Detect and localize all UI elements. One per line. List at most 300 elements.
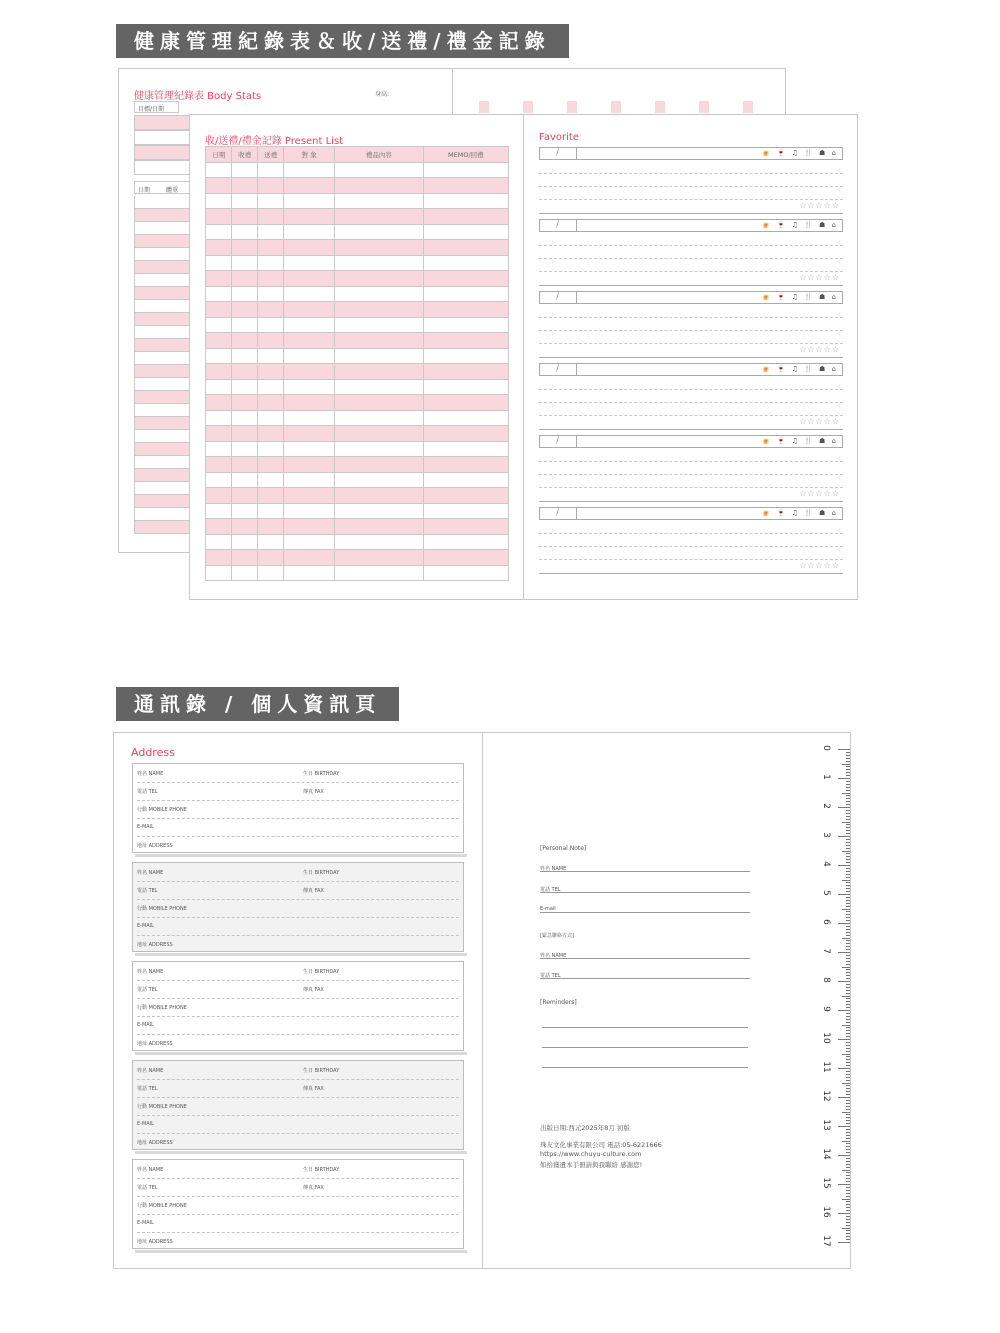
rating-stars-icon: ☆☆☆☆☆ [799,201,840,210]
ruler-tick [846,888,851,889]
present-cell [335,209,424,225]
ruler-tick [842,1054,851,1055]
emergency-name-line [540,950,750,959]
ruler-tick [842,996,851,997]
email-line [540,904,750,913]
present-cell [423,255,508,271]
address-row [137,1178,459,1197]
present-cell [335,240,424,256]
present-cell [257,457,283,473]
address-row [137,1115,459,1134]
present-row [206,364,509,380]
ruler-tick [846,906,851,907]
ruler-tick [846,885,851,886]
present-cell [257,410,283,426]
name-line [540,863,750,872]
emergency-title: [緊急聯絡方式] [540,933,574,939]
ruler-tick [846,1027,851,1028]
ruler-tick [846,1030,851,1031]
address-card [132,961,464,1051]
present-row [206,426,509,442]
address-row [137,998,459,1017]
present-cell [206,410,232,426]
tel-label: 電話 TEL [540,887,561,893]
present-cell [284,286,335,302]
favorite-entry-header [539,435,843,448]
present-cell [206,565,232,581]
ruler-tick [838,894,851,895]
favorite-line [539,415,843,416]
address-row [137,917,459,936]
ruler-tick [842,1112,851,1113]
ruler-tick [846,932,851,933]
ruler-tick [846,824,851,825]
ruler-tick [846,1161,851,1162]
date-divider [576,292,577,303]
present-cell [257,209,283,225]
address-field-label: 電話 TEL [137,789,158,795]
ruler-tick [846,1117,851,1118]
thanks-note: 如拾獲遺本手冊請與我聯絡 感謝您! [540,1161,643,1169]
rating-stars-icon: ☆☆☆☆☆ [799,417,840,426]
ruler-tick [846,1135,851,1136]
present-row [206,488,509,504]
present-cell [423,565,508,581]
present-cell [423,302,508,318]
ruler-tick [846,853,851,854]
present-cell [232,519,257,535]
present-cell [284,472,335,488]
present-cell [257,193,283,209]
present-row [206,457,509,473]
ruler-tick [842,909,851,910]
rating-stars-icon: ☆☆☆☆☆ [799,489,840,498]
present-cell [335,162,424,178]
ruler-tick [846,940,851,941]
ruler-tick [846,1033,851,1034]
ruler-tick [842,793,851,794]
category-icons: 🍺 🍷 ♫ 🍴 ☗ ⌂ [761,149,838,157]
goal-cell [134,145,190,160]
present-cell [423,193,508,209]
ruler-tick [846,897,851,898]
ruler-tick [846,1062,851,1063]
address-row [137,1232,459,1250]
ruler-tick [846,917,851,918]
present-cell [206,193,232,209]
address-row [137,962,459,981]
ruler-tick [846,1077,851,1078]
ruler-number: 16 [821,1206,831,1218]
ruler-tick [846,798,851,799]
address-field-label: 姓名 NAME [137,771,164,777]
present-row [206,178,509,194]
favorite-line [539,245,843,246]
stripe [611,101,621,113]
present-cell [206,364,232,380]
address-field-label: 生日 BIRTHDAY [303,969,340,975]
present-cell [284,333,335,349]
present-row [206,379,509,395]
height-label: 身高: [375,91,390,98]
category-icons: 🍺 🍷 ♫ 🍴 ☗ ⌂ [761,221,838,229]
present-cell [232,178,257,194]
present-row [206,162,509,178]
date-slash: / [556,508,560,518]
ruler-tick [846,761,851,762]
ruler-tick [846,790,851,791]
favorite-entry [539,219,843,280]
favorite-entry-header [539,363,843,376]
weight-row [134,326,190,339]
page-gutter [482,733,483,1268]
present-cell [206,472,232,488]
address-card [132,1060,464,1150]
present-row [206,565,509,581]
reminder-line [542,1047,748,1048]
ruler-tick [846,830,851,831]
present-col-header: 日期 [206,147,232,163]
ruler-tick [846,914,851,915]
present-cell [257,441,283,457]
present-cell [423,441,508,457]
ruler-tick [846,752,851,753]
address-row [137,980,459,999]
favorite-list [525,147,855,587]
address-field-label: 傳真 FAX [303,1185,324,1191]
present-cell [232,472,257,488]
ruler-tick [838,952,851,953]
category-icons: 🍺 🍷 ♫ 🍴 ☗ ⌂ [761,509,838,517]
ruler-tick [846,868,851,869]
present-row [206,534,509,550]
ruler-tick [842,967,851,968]
present-row [206,519,509,535]
present-cell [206,488,232,504]
ruler-tick [846,998,851,999]
present-cell [284,550,335,566]
ruler-tick [846,1178,851,1179]
emergency-name-label: 姓名 NAME [540,953,567,959]
ruler-tick [838,1097,851,1098]
address-row [137,1214,459,1233]
company-url: https://www.chuyu-culture.com [540,1150,642,1158]
address-row [137,1097,459,1116]
weight-row [134,196,190,209]
present-cell [232,488,257,504]
present-cell [206,240,232,256]
ruler-tick [846,1207,851,1208]
ruler-tick [846,816,851,817]
present-cell [232,550,257,566]
stripe [655,101,665,113]
address-field-label: 電話 TEL [137,987,158,993]
address-field-label: 姓名 NAME [137,870,164,876]
date-divider [576,220,577,231]
favorite-line [539,271,843,272]
present-cell [232,503,257,519]
ruler-tick [846,758,851,759]
present-cell [335,255,424,271]
weight-row [134,313,190,326]
favorite-line [539,186,843,187]
favorite-line [539,533,843,534]
present-cell [423,364,508,380]
ruler-tick [846,1164,851,1165]
ruler-number: 6 [821,919,831,925]
ruler-tick [842,1083,851,1084]
ruler-tick [846,964,851,965]
address-card [132,1159,464,1249]
present-cell [206,348,232,364]
ruler-tick [846,845,851,846]
ruler-tick [846,827,851,828]
present-cell [257,286,283,302]
personal-note-title: [Personal Note] [540,845,587,852]
address-field-label: E-MAIL [137,1121,154,1127]
stripe [567,101,577,113]
weight-row [134,248,190,261]
goal-date-label: 目標/日期 [138,106,165,113]
stripe [479,101,489,113]
ruler-tick [846,769,851,770]
stripe [633,101,643,113]
favorite-line [539,199,843,200]
address-title: Address [131,746,175,759]
address-field-label: 姓名 NAME [137,1167,164,1173]
body-stats-title: 健康管理紀錄表 Body Stats [134,91,262,102]
ruler-tick [846,766,851,767]
present-row [206,224,509,240]
address-field-label: 地址 ADDRESS [137,942,173,948]
present-cell [335,224,424,240]
favorite-entry [539,435,843,496]
ruler-tick [846,1187,851,1188]
present-row [206,441,509,457]
reminder-line [542,1027,748,1028]
page-gutter [523,115,524,599]
present-cell [232,534,257,550]
ruler-tick [846,775,851,776]
address-row [137,1196,459,1215]
present-cell [335,395,424,411]
present-cell [423,271,508,287]
address-field-label: 傳真 FAX [303,888,324,894]
present-cell [284,209,335,225]
emergency-tel-line [540,970,750,979]
present-cell [284,224,335,240]
ruler-tick [846,877,851,878]
ruler-tick [846,1210,851,1211]
present-cell [423,379,508,395]
ruler-tick [838,1213,851,1214]
present-cell [257,333,283,349]
present-cell [423,534,508,550]
ruler-tick [846,1056,851,1057]
present-cell [335,193,424,209]
ruler-tick [846,955,851,956]
weight-label: 體重 [166,187,179,194]
present-cell [423,503,508,519]
favorite-line [539,330,843,331]
card-shadow [135,1151,467,1154]
present-cell [335,286,424,302]
present-cell [335,565,424,581]
address-field-label: 傳真 FAX [303,789,324,795]
present-cell [335,426,424,442]
reminders-title: [Reminders] [540,999,577,1006]
date-label: 日期 [138,187,151,194]
ruler-tick [846,969,851,970]
address-card [132,763,464,853]
ruler-tick [846,1022,851,1023]
present-cell [232,255,257,271]
ruler-number: 1 [821,774,831,780]
ruler-tick [846,1094,851,1095]
address-row [137,764,459,783]
address-field-label: 地址 ADDRESS [137,1140,173,1146]
card-shadow [135,1250,467,1253]
ruler-tick [846,1048,851,1049]
present-cell [423,178,508,194]
stripe [501,101,511,113]
ruler-number: 11 [821,1061,831,1073]
ruler-tick [846,929,851,930]
present-cell [257,565,283,581]
date-divider [576,508,577,519]
section-banner-health: 健康管理紀錄表＆收/送禮/禮金記錄 [116,24,569,58]
favorite-line [539,343,843,344]
weight-row [134,391,190,404]
address-field-label: E-MAIL [137,923,154,929]
ruler-tick [846,1019,851,1020]
present-cell [284,379,335,395]
present-cell [257,379,283,395]
present-row [206,395,509,411]
present-cell [284,271,335,287]
date-slash: / [556,364,560,374]
present-cell [423,286,508,302]
present-cell [284,426,335,442]
ruler-tick [846,1065,851,1066]
present-row [206,550,509,566]
present-cell [423,209,508,225]
present-cell [335,317,424,333]
present-cell [206,534,232,550]
favorite-entry-header [539,507,843,520]
ruler-number: 12 [821,1090,831,1102]
tel-line [540,884,750,893]
present-cell [284,302,335,318]
ruler-tick [846,926,851,927]
address-row [137,899,459,918]
ruler-tick [846,1100,851,1101]
ruler-tick [846,987,851,988]
ruler-tick [846,1233,851,1234]
ruler-tick [846,1007,851,1008]
address-row [137,1034,459,1052]
present-cell [206,550,232,566]
ruler-number: 9 [821,1006,831,1012]
email-label: E-mail [540,906,556,912]
present-cell [232,410,257,426]
ruler-tick [846,859,851,860]
weight-row [134,209,190,222]
weight-row [134,300,190,313]
ruler-tick [846,787,851,788]
address-field-label: 電話 TEL [137,888,158,894]
present-cell [257,271,283,287]
present-cell [206,333,232,349]
ruler-number: 7 [821,948,831,954]
card-shadow [135,953,467,956]
ruler-tick [838,1184,851,1185]
address-row [137,1061,459,1080]
name-label: 姓名 NAME [540,866,567,872]
address-row [137,1079,459,1098]
ruler-tick [838,981,851,982]
ruler-tick [846,975,851,976]
present-cell [232,395,257,411]
stripe [743,101,753,113]
address-field-label: 行動 MOBILE PHONE [137,1104,187,1110]
date-divider [576,148,577,159]
present-cell [423,472,508,488]
present-cell [206,519,232,535]
ruler-tick [846,862,851,863]
present-cell [206,457,232,473]
present-cell [232,302,257,318]
favorite-bottom-line [539,213,843,214]
ruler-tick [838,1155,851,1156]
address-field-label: 行動 MOBILE PHONE [137,1203,187,1209]
stripe [545,101,555,113]
present-row [206,209,509,225]
favorite-line [539,487,843,488]
present-cell [232,379,257,395]
present-cell [232,441,257,457]
weight-row [134,352,190,365]
present-cell [206,379,232,395]
stripe [589,101,599,113]
present-cell [257,178,283,194]
weight-row [134,456,190,469]
address-row [137,836,459,854]
present-cell [284,364,335,380]
ruler-tick [846,1051,851,1052]
weight-row [134,430,190,443]
favorite-line [539,474,843,475]
stripe [721,101,731,113]
stripe [699,101,709,113]
favorite-line [539,258,843,259]
ruler-tick [846,813,851,814]
present-cell [284,162,335,178]
ruler-tick [846,990,851,991]
stripe [765,101,775,113]
ruler-number: 5 [821,890,831,896]
present-cell [257,302,283,318]
weight-row [134,261,190,274]
present-cell [206,317,232,333]
favorite-line [539,402,843,403]
present-cell [257,395,283,411]
ruler-tick [846,920,851,921]
ruler-tick [838,1126,851,1127]
weight-row [134,404,190,417]
ruler-tick [846,1225,851,1226]
ruler-tick [846,1222,851,1223]
